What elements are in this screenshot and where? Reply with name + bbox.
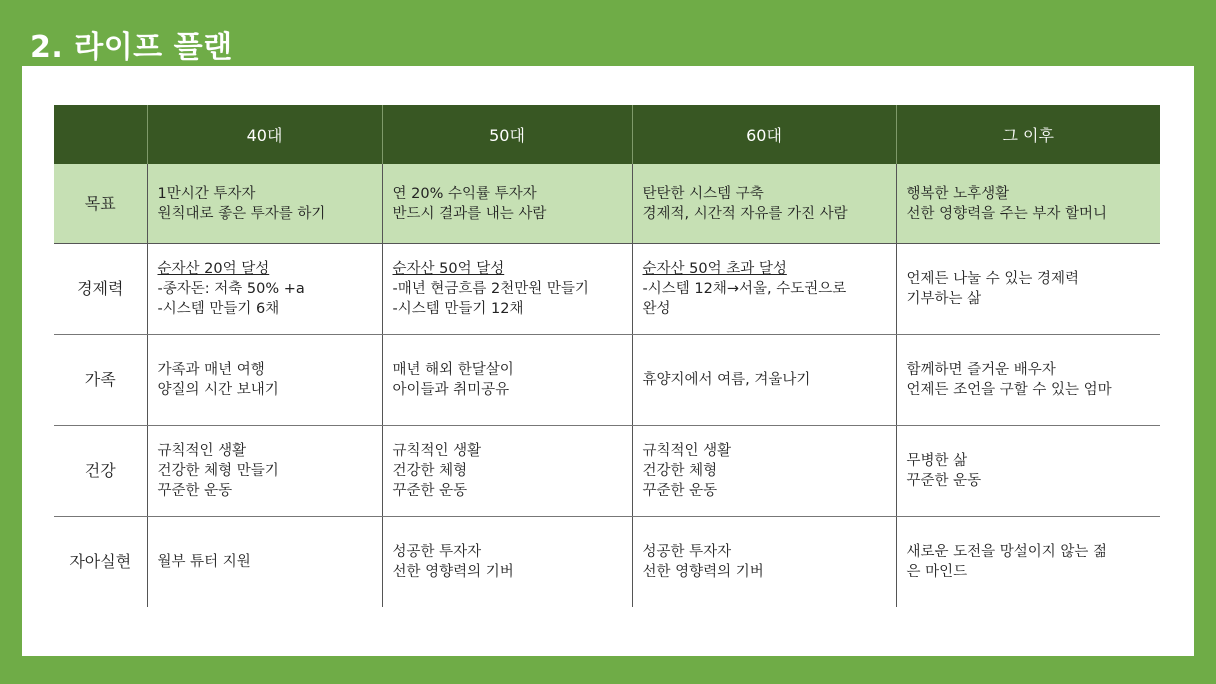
table-cell — [632, 164, 896, 244]
table-row-health — [54, 426, 1160, 517]
cell-line: 행복한 노후생활 — [906, 185, 1010, 202]
row-label-health: 건강 — [54, 426, 147, 517]
cell-line: -시스템 12채→서울, 수도권으로 — [642, 281, 847, 297]
cell-line: 은 마인드 — [906, 564, 968, 580]
cell-line: 매년 해외 한달살이 — [392, 362, 514, 378]
cell-line: 언제든 나눌 수 있는 경제력 — [906, 271, 1080, 287]
content-panel — [22, 66, 1194, 656]
cell-line: 경제적, 시간적 자유를 가진 사람 — [642, 205, 848, 222]
table-cell — [632, 244, 896, 335]
table-cell — [382, 335, 632, 426]
cell-line: -시스템 만들기 6채 — [157, 301, 280, 317]
table-cell — [896, 164, 1160, 244]
cell-line: 반드시 결과를 내는 사람 — [392, 205, 547, 222]
cell-line: 건강한 체형 — [392, 463, 468, 479]
cell-line: 규칙적인 생활 — [157, 443, 247, 459]
row-label-self-realization: 자아실현 — [69, 552, 132, 571]
life-plan-table — [54, 105, 1160, 607]
cell-line: 1만시간 투자자 — [157, 185, 256, 202]
row-label-family: 가족 — [54, 335, 147, 426]
cell-line: 꾸준한 운동 — [157, 483, 233, 499]
table-cell — [896, 426, 1160, 517]
cell-line: 언제든 조언을 구할 수 있는 엄마 — [906, 382, 1112, 398]
cell-line: 꾸준한 운동 — [642, 483, 718, 499]
table-cell — [632, 517, 896, 608]
header-row — [54, 105, 1160, 164]
table-row-family — [54, 335, 1160, 426]
cell-heading-underlined: 순자산 50억 달성 — [392, 261, 505, 277]
cell-line: 양질의 시간 보내기 — [157, 382, 279, 398]
table-cell — [382, 517, 632, 608]
cell-line: 건강한 체형 — [642, 463, 718, 479]
cell-line: 기부하는 삶 — [906, 291, 982, 307]
cell-line: -매년 현금흐름 2천만원 만들기 — [392, 281, 589, 297]
row-label-economy: 경제력 — [54, 244, 147, 335]
table-cell — [147, 164, 382, 244]
cell-line: 월부 튜터 지원 — [157, 554, 251, 570]
cell-line: 선한 영향력을 주는 부자 할머니 — [906, 205, 1108, 222]
table-cell — [147, 426, 382, 517]
table-cell — [896, 517, 1160, 608]
cell-line: 아이들과 취미공유 — [392, 382, 510, 398]
table-row-economy — [54, 244, 1160, 335]
table-cell — [147, 244, 382, 335]
cell-line: 함께하면 즐거운 배우자 — [906, 362, 1056, 378]
header-after: 그 이후 — [896, 105, 1160, 164]
cell-line: 원칙대로 좋은 투자를 하기 — [157, 205, 326, 222]
cell-heading-underlined: 순자산 20억 달성 — [157, 261, 270, 277]
table-cell — [632, 426, 896, 517]
cell-line: 가족과 매년 여행 — [157, 362, 265, 378]
table-row-goal — [54, 164, 1160, 244]
header-corner — [54, 105, 147, 164]
cell-line: 새로운 도전을 망설이지 않는 젊 — [906, 544, 1108, 560]
cell-heading-underlined: 순자산 50억 초과 달성 — [642, 261, 787, 277]
cell-line: 탄탄한 시스템 구축 — [642, 185, 764, 202]
cell-line: 연 20% 수익률 투자자 — [392, 185, 537, 202]
cell-line: -시스템 만들기 12채 — [392, 301, 524, 317]
table-cell — [896, 335, 1160, 426]
cell-line: 선한 영향력의 기버 — [642, 564, 764, 580]
cell-line: 완성 — [642, 301, 671, 317]
cell-line: 성공한 투자자 — [392, 544, 482, 560]
cell-line: 규칙적인 생활 — [642, 443, 732, 459]
table-cell — [896, 244, 1160, 335]
slide-title: 2. 라이프 플랜 — [30, 30, 233, 65]
cell-line: 무병한 삶 — [906, 453, 968, 469]
header-50s: 50대 — [382, 105, 632, 164]
cell-line: 건강한 체형 만들기 — [157, 463, 279, 479]
table-row-self-realization — [54, 517, 1160, 608]
table-cell — [632, 335, 896, 426]
cell-line: 선한 영향력의 기버 — [392, 564, 514, 580]
cell-line: 규칙적인 생활 — [392, 443, 482, 459]
row-label-goal: 목표 — [54, 164, 147, 244]
header-40s: 40대 — [147, 105, 382, 164]
cell-line: 휴양지에서 여름, 겨울나기 — [642, 372, 811, 388]
table-cell — [147, 517, 382, 608]
cell-line: -종자돈: 저축 50% +a — [157, 281, 305, 297]
cell-line: 성공한 투자자 — [642, 544, 732, 560]
table-cell — [382, 164, 632, 244]
table-cell — [382, 426, 632, 517]
cell-line: 꾸준한 운동 — [392, 483, 468, 499]
cell-line: 꾸준한 운동 — [906, 473, 982, 489]
table-cell — [382, 244, 632, 335]
table-cell — [147, 335, 382, 426]
header-60s: 60대 — [632, 105, 896, 164]
